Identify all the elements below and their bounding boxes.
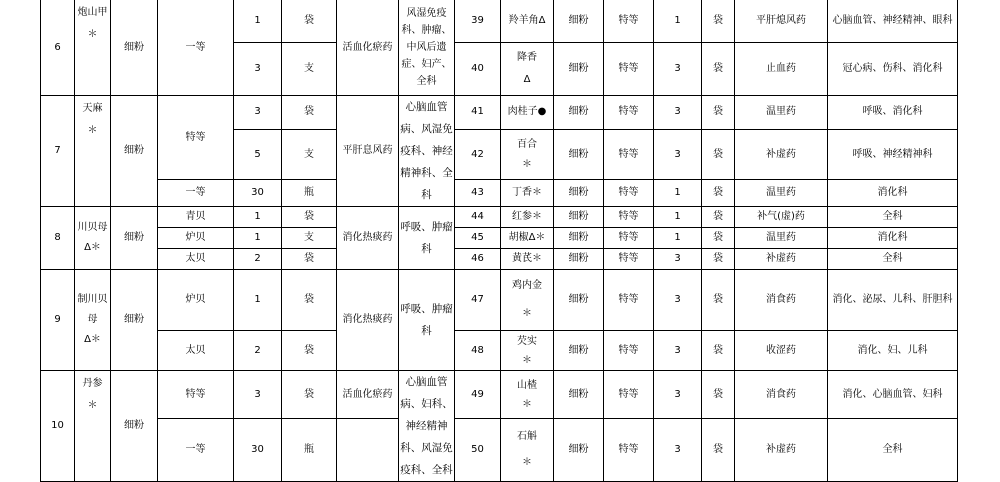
table-row	[41, 228, 958, 249]
right-form: 细粉	[554, 228, 604, 249]
herb-qty: 30	[234, 180, 282, 207]
herb-qty: 1	[234, 228, 282, 249]
right-qty: 1	[654, 207, 702, 228]
right-form: 细粉	[554, 0, 604, 43]
right-qty: 1	[654, 180, 702, 207]
right-category: 温里药	[735, 96, 828, 130]
right-name: 芡实 ＊	[501, 331, 554, 371]
right-form: 细粉	[554, 419, 604, 482]
herb-category: 消化热痰药	[337, 270, 399, 371]
herb-category: 平肝息风药	[337, 96, 399, 207]
herb-unit: 袋	[282, 0, 337, 43]
herb-category: 活血化瘀药	[337, 371, 399, 419]
right-grade: 特等	[604, 331, 654, 371]
herb-category: 活血化瘀药	[337, 0, 399, 96]
right-unit: 袋	[702, 249, 735, 270]
right-name: 石斛 ＊	[501, 419, 554, 482]
right-unit: 袋	[702, 207, 735, 228]
right-category: 收涩药	[735, 331, 828, 371]
right-category: 止血药	[735, 43, 828, 96]
right-grade: 特等	[604, 207, 654, 228]
right-category: 补虚药	[735, 419, 828, 482]
right-grade: 特等	[604, 249, 654, 270]
right-name: 黄芪＊	[501, 249, 554, 270]
herb-category-empty	[337, 419, 399, 482]
herb-qty: 1	[234, 207, 282, 228]
herb-name: 炮山甲 ＊	[75, 0, 111, 96]
right-name: 丁香＊	[501, 180, 554, 207]
herb-unit: 袋	[282, 270, 337, 331]
row-number: 10	[41, 371, 75, 482]
right-category: 补虚药	[735, 249, 828, 270]
right-qty: 1	[654, 0, 702, 43]
right-form: 细粉	[554, 43, 604, 96]
herb-department: 心脑血管病、妇科、神经精神科、风湿免疫科、全科	[399, 371, 455, 482]
right-name: 山楂 ＊	[501, 371, 554, 419]
right-number: 40	[455, 43, 501, 96]
right-form: 细粉	[554, 331, 604, 371]
right-unit: 袋	[702, 331, 735, 371]
right-unit: 袋	[702, 419, 735, 482]
herb-unit: 支	[282, 43, 337, 96]
right-qty: 3	[654, 129, 702, 180]
right-number: 47	[455, 270, 501, 331]
right-qty: 3	[654, 371, 702, 419]
right-number: 43	[455, 180, 501, 207]
right-unit: 袋	[702, 96, 735, 130]
herb-unit: 瓶	[282, 180, 337, 207]
right-department: 呼吸、神经精神科	[828, 129, 958, 180]
right-qty: 1	[654, 228, 702, 249]
herb-qty: 3	[234, 43, 282, 96]
right-department: 消化、妇、儿科	[828, 331, 958, 371]
herb-qty: 2	[234, 331, 282, 371]
right-department: 全科	[828, 419, 958, 482]
herb-unit: 支	[282, 129, 337, 180]
right-unit: 袋	[702, 371, 735, 419]
right-department: 消化、心脑血管、妇科	[828, 371, 958, 419]
right-unit: 袋	[702, 180, 735, 207]
herb-qty: 1	[234, 270, 282, 331]
herb-grade: 青贝	[158, 207, 234, 228]
right-form: 细粉	[554, 371, 604, 419]
herb-department: 风湿免疫科、肿瘤、中风后遗症、妇产、全科	[399, 0, 455, 96]
right-grade: 特等	[604, 419, 654, 482]
herb-unit: 袋	[282, 96, 337, 130]
herb-department: 心脑血管病、风湿免疫科、神经精神科、全科	[399, 96, 455, 207]
herb-name: 川贝母 Δ＊	[75, 207, 111, 270]
right-department: 全科	[828, 249, 958, 270]
right-name: 肉桂子●	[501, 96, 554, 130]
herb-grade: 特等	[158, 371, 234, 419]
row-number: 6	[41, 0, 75, 96]
herb-unit: 袋	[282, 331, 337, 371]
table-row	[41, 419, 958, 482]
herb-unit: 袋	[282, 371, 337, 419]
right-number: 46	[455, 249, 501, 270]
herb-qty: 3	[234, 96, 282, 130]
herb-name: 制川贝 母 Δ＊	[75, 270, 111, 371]
right-category: 补虚药	[735, 129, 828, 180]
right-number: 49	[455, 371, 501, 419]
right-qty: 3	[654, 419, 702, 482]
herb-form: 细粉	[111, 270, 158, 371]
right-form: 细粉	[554, 207, 604, 228]
right-grade: 特等	[604, 228, 654, 249]
right-department: 消化科	[828, 228, 958, 249]
herb-qty: 5	[234, 129, 282, 180]
row-number: 7	[41, 96, 75, 207]
row-number: 8	[41, 207, 75, 270]
herb-category: 消化热痰药	[337, 207, 399, 270]
right-number: 42	[455, 129, 501, 180]
herb-name: 丹参 ＊	[75, 371, 111, 482]
right-name: 红参＊	[501, 207, 554, 228]
right-form: 细粉	[554, 129, 604, 180]
right-qty: 3	[654, 331, 702, 371]
right-qty: 3	[654, 96, 702, 130]
right-category: 平肝熄风药	[735, 0, 828, 43]
right-name: 百合 ＊	[501, 129, 554, 180]
herb-qty: 3	[234, 371, 282, 419]
herb-grade: 炉贝	[158, 228, 234, 249]
row-number: 9	[41, 270, 75, 371]
right-department: 消化科	[828, 180, 958, 207]
table-row	[41, 270, 958, 331]
herb-grade: 太贝	[158, 331, 234, 371]
right-grade: 特等	[604, 43, 654, 96]
table-row	[41, 180, 958, 207]
right-number: 48	[455, 331, 501, 371]
right-form: 细粉	[554, 180, 604, 207]
right-unit: 袋	[702, 0, 735, 43]
right-category: 消食药	[735, 270, 828, 331]
right-number: 39	[455, 0, 501, 43]
herb-unit: 袋	[282, 249, 337, 270]
herb-table	[40, 0, 958, 482]
herb-unit: 瓶	[282, 419, 337, 482]
right-grade: 特等	[604, 270, 654, 331]
right-number: 45	[455, 228, 501, 249]
table-row	[41, 331, 958, 371]
right-qty: 3	[654, 249, 702, 270]
right-grade: 特等	[604, 180, 654, 207]
herb-qty: 30	[234, 419, 282, 482]
herb-grade: 特等	[158, 96, 234, 180]
herb-unit: 袋	[282, 207, 337, 228]
herb-grade: 一等	[158, 180, 234, 207]
herb-qty: 2	[234, 249, 282, 270]
herb-grade: 一等	[158, 419, 234, 482]
herb-form: 细粉	[111, 207, 158, 270]
right-unit: 袋	[702, 129, 735, 180]
right-department: 呼吸、消化科	[828, 96, 958, 130]
right-category: 消食药	[735, 371, 828, 419]
right-grade: 特等	[604, 371, 654, 419]
right-department: 冠心病、伤科、消化科	[828, 43, 958, 96]
herb-department: 呼吸、肿瘤科	[399, 207, 455, 270]
right-category: 补气(虚)药	[735, 207, 828, 228]
table-row	[41, 207, 958, 228]
right-number: 44	[455, 207, 501, 228]
right-department: 消化、泌尿、儿科、肝胆科	[828, 270, 958, 331]
right-form: 细粉	[554, 270, 604, 331]
right-qty: 3	[654, 43, 702, 96]
right-name: 降香 Δ	[501, 43, 554, 96]
table-row	[41, 96, 958, 130]
right-grade: 特等	[604, 129, 654, 180]
right-name: 鸡内金 ＊	[501, 270, 554, 331]
table-row	[41, 249, 958, 270]
herb-name: 天麻 ＊	[75, 96, 111, 207]
herb-form: 细粉	[111, 0, 158, 96]
herb-unit: 支	[282, 228, 337, 249]
herb-department: 呼吸、肿瘤科	[399, 270, 455, 371]
right-department: 全科	[828, 207, 958, 228]
right-form: 细粉	[554, 249, 604, 270]
right-grade: 特等	[604, 0, 654, 43]
right-number: 41	[455, 96, 501, 130]
right-category: 温里药	[735, 180, 828, 207]
right-unit: 袋	[702, 228, 735, 249]
right-grade: 特等	[604, 96, 654, 130]
right-qty: 3	[654, 270, 702, 331]
herb-form: 细粉	[111, 371, 158, 482]
right-unit: 袋	[702, 270, 735, 331]
right-form: 细粉	[554, 96, 604, 130]
right-unit: 袋	[702, 43, 735, 96]
herb-form: 细粉	[111, 96, 158, 207]
herb-grade: 太贝	[158, 249, 234, 270]
right-name: 羚羊角Δ	[501, 0, 554, 43]
herb-grade: 一等	[158, 0, 234, 96]
right-department: 心脑血管、神经精神、眼科	[828, 0, 958, 43]
right-number: 50	[455, 419, 501, 482]
herb-grade: 炉贝	[158, 270, 234, 331]
right-name: 胡椒Δ＊	[501, 228, 554, 249]
right-category: 温里药	[735, 228, 828, 249]
herb-qty: 1	[234, 0, 282, 43]
table-row	[41, 0, 958, 43]
table-row	[41, 371, 958, 419]
